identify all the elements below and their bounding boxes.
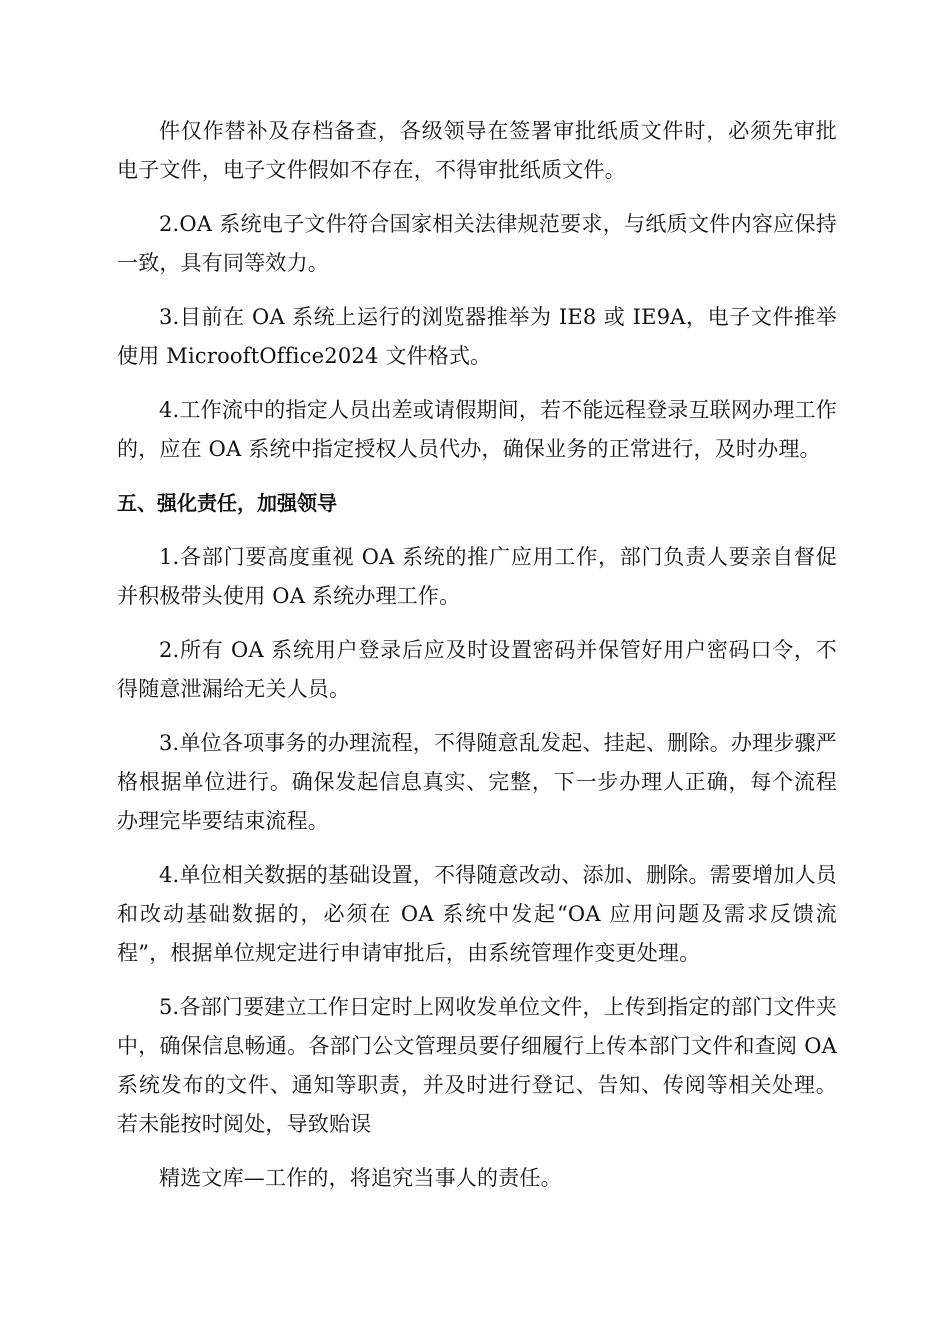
paragraph-section5-item-2: 2.所有 OA 系统用户登录后应及时设置密码并保管好用户密码口令，不得随意泄漏给无关人员。	[117, 638, 837, 701]
paragraph-section5-item-5: 5.各部门要建立工作日定时上网收发单位文件，上传到指定的部门文件夹中，确保信息畅通。各部门公文管理员要仔细履行上传本部门文件和查阅 OA 系统发布的文件、通知等职责，并及时进行登记、告知、传阅等相关处理。若未能按时阅处，导致贻误	[117, 995, 837, 1136]
paragraph-closing: 精选文库—工作的，将追究当事人的责任。	[159, 1166, 562, 1190]
paragraph-section5-item-4: 4.单位相关数据的基础设置，不得随意改动、添加、删除。需要增加人员和改动基础数据的，必须在 OA 系统中发起“OA 应用问题及需求反馈流程”，根据单位规定进行申请审批后，由系统管理作变更处理。	[117, 863, 837, 965]
document-body	[117, 112, 837, 1213]
paragraph-item-2: 2.OA 系统电子文件符合国家相关法律规范要求，与纸质文件内容应保持一致，具有同等效力。	[117, 212, 837, 275]
paragraph-continuation: 件仅作替补及存档备查，各级领导在签署审批纸质文件时，必须先审批电子文件，电子文件假如不存在，不得审批纸质文件。	[117, 119, 837, 182]
paragraph-section5-item-3: 3.单位各项事务的办理流程，不得随意乱发起、挂起、删除。办理步骤严格根据单位进行。确保发起信息真实、完整，下一步办理人正确，每个流程办理完毕要结束流程。	[117, 731, 837, 833]
section-heading: 五、强化责任，加强领导	[117, 491, 337, 515]
paragraph-item-3: 3.目前在 OA 系统上运行的浏览器推举为 IE8 或 IE9A，电子文件推举使用 MicrooftOffice2024 文件格式。	[117, 305, 837, 368]
paragraph-section5-item-1: 1.各部门要高度重视 OA 系统的推广应用工作，部门负责人要亲自督促并积极带头使用 OA 系统办理工作。	[117, 545, 837, 608]
paragraph-item-4: 4.工作流中的指定人员出差或请假期间，若不能远程登录互联网办理工作的，应在 OA 系统中指定授权人员代办，确保业务的正常进行，及时办理。	[117, 398, 837, 461]
